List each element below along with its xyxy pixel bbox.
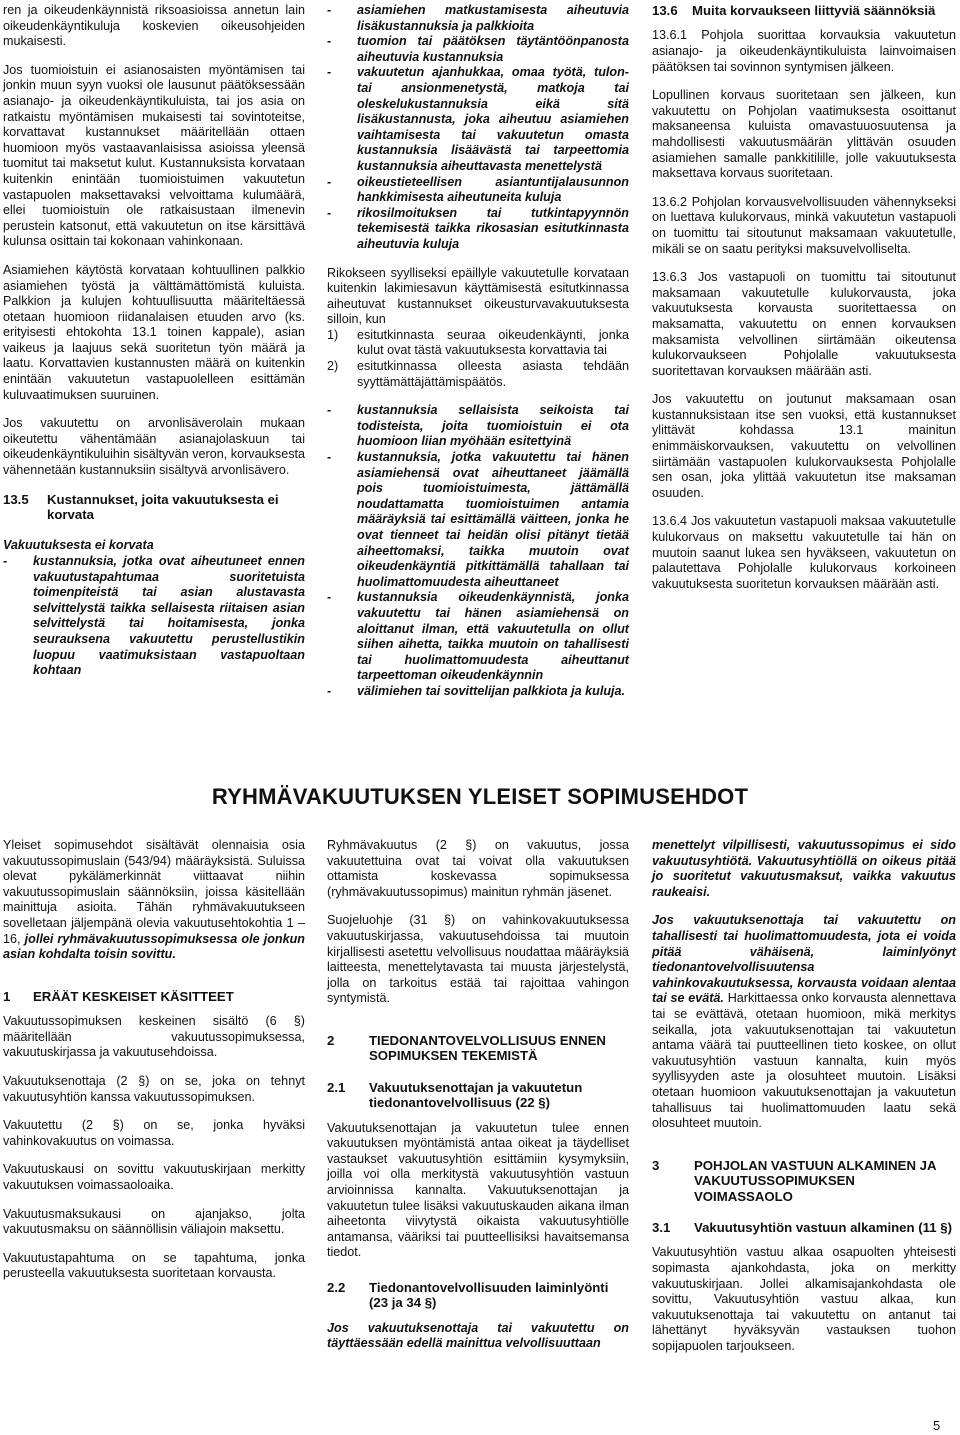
list-item [327, 206, 629, 253]
paragraph: Vakuutuksenottaja (2 §) on se, joka on tehnyt vakuutusyhtiön kanssa vakuutussopimuksen. [3, 1073, 305, 1104]
section-heading-2 [327, 1033, 629, 1064]
paragraph: Vakuutusmaksukausi on ajanjakso, jolta vakuutusmaksu on säännöllisin väliajoin maksettu. [3, 1206, 305, 1237]
dash-marker: - [327, 590, 332, 605]
section-number: 3 [652, 1157, 660, 1173]
section-heading-2-1 [327, 1080, 629, 1111]
top-column-3 [652, 3, 956, 605]
paragraph-emphasis: Jos vakuutuksenottaja tai vakuutettu on tahallisesti tai huolimattomuudesta, jota ei voida pitää vähäisenä, laiminlyönyt tiedonantovelvollisuutensa vahinkovakuutuksessa, korvausta voidaan alentaa tai se evätä. [652, 913, 956, 1006]
section-heading-1 [3, 989, 305, 1004]
section-heading-3-1 [652, 1220, 956, 1235]
dash-marker: - [3, 554, 8, 569]
paragraph: 13.6.3 Jos vastapuoli on tuomittu tai sitoutunut maksamaan vakuutetulle kulukorvausta, joka vakuutuksesta korvausta suoritettaessa on maksamatta, vakuutettu on ennen korvauksen maksamista velvollinen siirtämään oikeutensa kulukorvaukseen Pohjolalle vakuutuksesta suoritettavan korvauksen määrään asti. [652, 270, 956, 378]
section-heading-13-6 [652, 3, 956, 18]
section-number: 3.1 [652, 1219, 671, 1235]
paragraph: Rikokseen syylliseksi epäillyle vakuutetulle korvataan kuitenkin lakimiesavun käyttämisestä esitutkinnassa aiheutuvat kustannukset oikeusturvavakuutuksesta silloin, kun [327, 265, 629, 327]
dash-marker: - [327, 174, 332, 189]
section-title: ERÄÄT KESKEISET KÄSITTEET [33, 988, 234, 1004]
list-item [327, 328, 629, 359]
dash-marker: - [327, 3, 332, 17]
dash-marker: - [327, 34, 332, 49]
list-item [327, 359, 629, 390]
dash-marker: - [327, 403, 332, 418]
list-item-text: tuomion tai päätöksen täytäntöönpanosta aiheutuvia kustannuksia [357, 34, 629, 64]
paragraph: 13.6.2 Pohjolan korvausvelvollisuuden vähennykseksi on luettava kulukorvaus, minkä vakuutetun vastapuoli on tuomittu tai sitoutunut maksamaan vakuutetulle, mikäli se on saatu perityksi maksuvelvolliselta. [652, 194, 956, 256]
list-item-text: rikosilmoituksen tai tutkintapyynnön tekemisestä taikka rikosasian esitutkinnasta aiheutuvia kuluja [357, 205, 629, 251]
list-item [327, 175, 629, 206]
section-heading-2-2 [327, 1280, 629, 1311]
section-title: TIEDONANTOVELVOLLISUUS ENNEN SOPIMUKSEN TEKEMISTÄ [369, 1032, 606, 1064]
paragraph: Lopullinen korvaus suoritetaan sen jälkeen, kun vakuutettu on Pohjolan vaatimuksesta osoittanut maksaneensa kuluista omavastuuosuutensa ja mahdollisesti vakuutusmäärän ylittävän osuuden asiamiehen samalle pankkitilille, jolle vakuutuksesta maksettava korvaus suoritetaan. [652, 88, 956, 181]
section-number: 2 [327, 1032, 335, 1048]
bottom-column-3 [652, 838, 956, 1367]
list-item-text: vakuutetun ajanhukkaa, omaa työtä, tulon- tai ansionmenetystä, matkoja tai oleskelukustannuksia eikä sitä lisäkustannusta, joka aiheutuu asiamiehen vaihtamisesta tai vakuutetun omasta kustannuksia lisäävästä tai tarpeettomia kustannuksia aiheuttavasta menettelystä [357, 65, 629, 173]
section-heading-3 [652, 1158, 956, 1204]
section-title: Kustannukset, joita vakuutuksesta ei korvata [47, 491, 279, 523]
list-item-text: kustannuksia, jotka vakuutettu tai hänen asiamiehensä ovat aiheuttaneet jäämällä pois tuomioistuimesta, jättämällä noudattamatta tuomioistuimen antamia määräyksiä tai esittämällä väitteen, jonka he ovat tienneet tai heidän olisi pitänyt tietää aiheettomaksi, taikka muutoin ovat oikeudenkäyntiä pitkittämällä tahallaan tai huolimattomuudesta aiheuttaneet [357, 450, 629, 589]
list-item-text: välimiehen tai sovittelijan palkkiota ja kuluja. [357, 683, 626, 698]
paragraph: ren ja oikeudenkäynnistä riksoasioissa annetun lain oikeudenkäyntikuluja koskevien oikeusohjeiden mukaisesti. [3, 3, 305, 49]
section-title: Tiedonantovelvollisuuden laiminlyönti (23 ja 34 §) [369, 1279, 609, 1311]
list-item [327, 684, 629, 700]
section-title: Muita korvaukseen liittyviä säännöksiä [692, 3, 936, 18]
bottom-column-1 [3, 838, 305, 1295]
number-marker: 2) [327, 359, 339, 374]
list-item [3, 554, 305, 679]
list-item-text: asiamiehen matkustamisesta aiheutuvia lisäkustannuksia ja palkkioita [357, 3, 629, 33]
section-number: 2.1 [327, 1079, 346, 1095]
list-item-text: esitutkinnassa olleesta asiasta tehdään syyttämättäjättämispäätös. [357, 359, 629, 389]
top-column-1 [3, 3, 305, 679]
list-item-text: oikeustieteellisen asiantuntijalausunnon hankkimisesta aiheutuneita kuluja [357, 174, 629, 205]
dash-marker: - [327, 65, 332, 80]
paragraph: Vakuutuskausi on sovittu vakuutuskirjaan merkitty vakuutuksen voimassaoloaika. [3, 1162, 305, 1192]
section-number: 13.6 [652, 3, 678, 18]
section-heading-13-5 [3, 492, 305, 523]
list-item-text: kustannuksia sellaisista seikoista tai todisteista, joita tuomioistuin ei ota huomioon liian myöhään esitettyinä [357, 403, 629, 449]
paragraph: Ryhmävakuutus (2 §) on vakuutus, jossa vakuutettuina ovat tai voivat olla vakuutuksen ottamista koskevassa sopimuksessa (ryhmävakuutussopimus) mainitun ryhmän jäsenet. [327, 838, 629, 899]
paragraph: Vakuutusyhtiön vastuu alkaa osapuolten yhteisesti sopimasta ajankohdasta, joka on merkitty vakuutuskirjaan. Jollei alkamisajankohdasta ole sovittu, Vakuutusyhtiön vastuu alkaa, kun vakuutuksenottaja tai vakuutettu on antanut tai lähettänyt hyväksyvän vastauksen tuohon sopijapuolen tarjoukseen. [652, 1245, 956, 1353]
section-title: POHJOLAN VASTUUN ALKAMINEN JA VAKUUTUSSOPIMUKSEN VOIMASSAOLO [694, 1157, 937, 1204]
number-marker: 1) [327, 327, 339, 342]
paragraph: Vakuutussopimuksen keskeinen sisältö (6 §) määritellään vakuutussopimuksessa, vakuutuskirjassa ja vakuutusehdoissa. [3, 1014, 305, 1060]
section-title: Vakuutuksenottajan ja vakuutetun tiedonantovelvollisuus (22 §) [369, 1079, 583, 1111]
top-column-2 [327, 3, 629, 700]
paragraph: Asiamiehen käytöstä korvataan kohtuullinen palkkio asiamiehen työstä ja välttämättömistä kuluista. Palkkion ja kulujen kohtuullisuutta määriteltäessä otetaan huomioon riidanalaisen etuuden arvo (ks. erityisesti ehtokohta 13.1 toinen kappale), asian vaikeus ja laajuus sekä suoritetun työn määrä ja laatu. Korvattavien kustannusten määrä on kuitenkin enintään vakuutetun vastapuolelleen esittämän kuluvaatimuksen suuruinen. [3, 262, 305, 402]
paragraph: Vakuutuksenottajan ja vakuutetun tulee ennen vakuutuksen myöntämistä antaa oikeat ja täydelliset vastaukset vakuutusyhtiön esittämiin kysymyksiin, joilla voi olla merkitystä vakuutusyhtiön vastuun arvioinnissa kannalta. Vakuutuksenottajan ja vakuutetun tulee lisäksi vakuutuskauden aikana ilman aiheetonta viivytystä oikaista vakuutusyhtiölle antamansa, vääriksi tai puutteellisiksi havaitsemansa tiedot. [327, 1120, 629, 1260]
bottom-column-2 [327, 838, 629, 1365]
list-item [327, 450, 629, 590]
paragraph-text: Harkittaessa onko korvausta alennettava tai se evättävä, otetaan huomioon, mikä merkitys seikalla, jota vakuutuksenottajan tai vakuutetun antama väärä tai puutteellinen tieto koskee, on ollut vakuutusyhtiön vastuun kannalta, kuin myös syyllisyyden aste ja olosuhteet muutoin. Lisäksi otetaan huomioon vakuutuksenottajan ja vakuutetun tahallisuus tai huolimattomuuden laatu sekä olosuhteet muutoin. [652, 991, 956, 1131]
section-number: 1 [3, 988, 11, 1004]
paragraph: 13.6.4 Jos vakuutetun vastapuoli maksaa vakuutetulle kulukorvaus on maksettu vakuutetulle tai hän on muutoin saanut lukea sen hyväkseen, vakuutetun on palautettava Pohjolalle kulukorvaus korkoineen vakuutuksesta suoritetun korvauksen määrään asti. [652, 514, 956, 591]
page-number: 5 [933, 1418, 941, 1433]
section-number: 2.2 [327, 1279, 346, 1295]
list-item-text: kustannuksia, jotka ovat aiheutuneet ennen vakuutustapahtumaa suoritetuista toimenpiteistä tai asian alustavasta selvittelystä taikka sellaisesta riitaisen asian selvittelystä tai hoitamisesta, jonka seurauksena vakuutettu perustellustikin luopuu vaatimuksistaan vastapuoltaan kohtaan [33, 554, 305, 678]
paragraph-text: Yleiset sopimusehdot sisältävät olennaisia osia vakuutussopimuslain (543/94) määräyksistä. Suluissa olevat pykälämerkinnät viittaavat niihin vakuutussopimuslain säännöksiin, joissa käsitellään mainittuja asioita. Tähän ryhmävakuutukseen sovelletaan jäljempänä olevia vakuutusehtokohtia 1 – 16, [3, 838, 305, 946]
paragraph: menettelyt vilpillisesti, vakuutussopimus ei sido vakuutusyhtiötä. Vakuutusyhtiöllä on oikeus pitää jo suoritetut vakuutusmaksut, vaikka vakuutus raukeaisi. [652, 838, 956, 899]
list-item-text: kustannuksia oikeudenkäynnistä, jonka vakuutettu tai hänen asiamiehensä on aloittanut ilman, että vakuutetulla on ollut siihen aihetta, taikka muutoin on tahallisesti tai huolimattomuudesta aiheuttanut tarpeettoman oikeudenkäynnin [357, 590, 629, 683]
paragraph: Vakuutettu (2 §) on se, jonka hyväksi vahinkovakuutus on voimassa. [3, 1118, 305, 1148]
dash-marker: - [327, 683, 332, 698]
paragraph: Jos tuomioistuin ei asianosaisten myöntämisen tai jonkin muun syyn vuoksi ole lausunut päätöksessään asianajo- ja oikeudenkäyntikuluista, tai jos asia on ratkaistu myöntämisen mukaisesti tai sovintoteitse, korvattavat kustannukset määritellään ottaen huomioon myös vastaavanlaisissa asioissa yleensä tuomitut tai maksetut kulut. Kustannuksista korvataan kuitenkin enintään tuomioistuimen vakuutetun vastapuolen maksettavaksi velvoittama kulumäärä, ellei tuomioistuin ole ratkaisustaan ilmenevin perustein katsonut, että vakuutetun on itse kärsittävä kulunsa osittain tai kokonaan vahinkonaan. [3, 62, 305, 249]
section-number: 13.5 [3, 491, 29, 507]
list-item [327, 34, 629, 65]
paragraph [652, 913, 956, 1131]
paragraph: Suojeluohje (31 §) on vahinkovakuutuksessa vakuutuskirjassa, vakuutusehdoissa tai muutoin kirjallisesti asetettu velvollisuus noudattaa määräyksiä laitteesta, menettelytavasta tai muusta järjestelystä, jolla on tarkoitus estää tai rajoittaa vahingon syntymistä. [327, 913, 629, 1006]
dash-marker: - [327, 205, 332, 220]
list-item [327, 3, 629, 34]
list-item [327, 403, 629, 450]
list-item [327, 65, 629, 174]
subheading: Vakuutuksesta ei korvata [3, 538, 154, 553]
paragraph-emphasis: jollei ryhmävakuutussopimuksessa ole jonkun asian kohdalta toisin sovittu. [3, 931, 305, 962]
paragraph [3, 838, 305, 963]
paragraph: Jos vakuutuksenottaja tai vakuutettu on täyttäessään edellä mainittua velvollisuuttaan [327, 1320, 629, 1351]
paragraph: 13.6.1 Pohjola suorittaa korvauksia vakuutetun asianajo- ja oikeudenkäyntikuluista lainvoimaisen päätöksen tai sovinnon syntymisen jälkeen. [652, 28, 956, 74]
paragraph: Jos vakuutettu on arvonlisäverolain mukaan oikeutettu vähentämään asianajolaskuun tai oikeudenkäyntikuluihin sisältyvän veron, korvauksesta vähennetään kustannuksiin sisältyvä arvonlisävero. [3, 416, 305, 478]
paragraph: Vakuutustapahtuma on se tapahtuma, jonka perusteella vakuutuksesta suoritetaan korvausta. [3, 1250, 305, 1281]
list-item-text: esitutkinnasta seuraa oikeudenkäynti, jonka kulut ovat tästä vakuutuksesta korvattavia tai [357, 327, 629, 358]
paragraph: Jos vakuutettu on joutunut maksamaan osan kustannuksistaan itse sen vuoksi, että kustannukset ylittävät kohdassa 13.1 mainitun enimmäiskorvauksen, vakuutettu on velvollinen siirtämään vastapuolen kulukorvauksesta Pohjolalle sen osan, joka ylittää vakuutetun itse maksaman osuuden. [652, 392, 956, 500]
list-item [327, 590, 629, 684]
document-title: RYHMÄVAKUUTUKSEN YLEISET SOPIMUSEHDOT [211, 784, 749, 809]
section-title: Vakuutusyhtiön vastuun alkaminen (11 §) [694, 1219, 952, 1235]
dash-marker: - [327, 450, 332, 465]
